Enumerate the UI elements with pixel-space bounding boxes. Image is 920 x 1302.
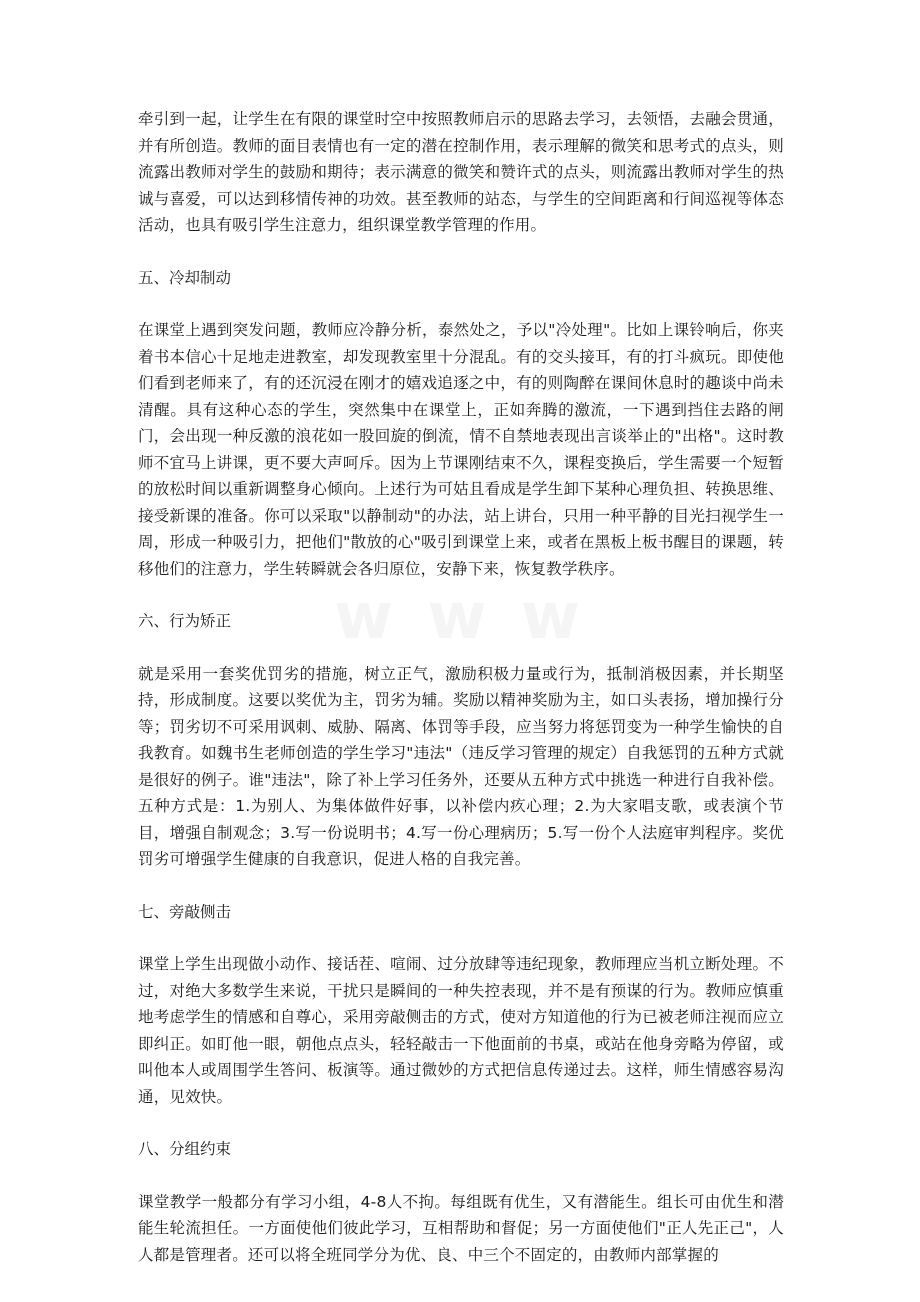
paragraph-section-8: 课堂教学一般都分有学习小组，4-8人不拘。每组既有优生，又有潜能生。组长可由优生和潜能生轮流担任。一方面使他们彼此学习，互相帮助和督促；另一方面使他们"正人先正己"，人人都是管理者。还可以将全班同学分为优、良、中三个不固定的，由教师内部掌握的 <box>138 1192 784 1264</box>
document-body <box>138 106 784 1268</box>
section-heading-7: 七、旁敲侧击 <box>138 902 232 921</box>
section-heading-8: 八、分组约束 <box>138 1140 232 1158</box>
paragraph-section-6: 就是采用一套奖优罚劣的措施，树立正气，激励积极力量或行为，抵制消极因素，并长期坚持，形成制度。这要以奖优为主，罚劣为辅。奖励以精神奖励为主，如口头表扬，增加操行分等；罚劣切不可采用讽刺、威胁、隔离、体罚等手段，应当努力将惩罚变为一种学生愉快的自我教育。如魏书生老师创造的学生学习"违法"（违反学习管理的规定）自我惩罚的五种方式就是很好的例子。谁"违法"，除了补上学习任务外，还要从五种方式中挑选一种进行自我补偿。五种方式是：1.为别人、为集体做件好事，以补偿内疚心理；2.为大家唱支歌，或表演个节目，增强自制观念；3.写一份说明书；4.写一份心理病历；5.写一份个人法庭审判程序。奖优罚劣可增强学生健康的自我意识，促进人格的自我完善。 <box>138 664 784 868</box>
section-heading-6: 六、行为矫正 <box>138 612 232 630</box>
paragraph-intro: 牵引到一起，让学生在有限的课堂时空中按照教师启示的思路去学习，去领悟，去融会贯通，并有所创造。教师的面目表情也有一定的潜在控制作用，表示理解的微笑和思考式的点头，则流露出教师对学生的鼓励和期待；表示满意的微笑和赞许式的点头，则流露出教师对学生的热诚与喜爱，可以达到移情传神的功效。甚至教师的站态，与学生的空间距离和行间巡视等体态活动，也具有吸引学生注意力，组织课堂教学管理的作用。 <box>138 110 784 234</box>
paragraph-section-7: 课堂上学生出现做小动作、接话茬、喧闹、过分放肆等违纪现象，教师理应当机立断处理。不过，对绝大多数学生来说，干扰只是瞬间的一种失控表现，并不是有预谋的行为。教师应慎重地考虑学生的情感和自尊心，采用旁敲侧击的方式，使对方知道他的行为已被老师注视而应立即纠正。如盯他一眼，朝他点点头，轻轻敲击一下他面前的书桌，或站在他身旁略为停留，或叫他本人或周围学生答问、板演等。通过微妙的方式把信息传递过去。这样，师生情感容易沟通，见效快。 <box>138 955 784 1106</box>
paragraph-section-5: 在课堂上遇到突发问题，教师应冷静分析，泰然处之，予以"冷处理"。比如上课铃响后，你夹着书本信心十足地走进教室，却发现教室里十分混乱。有的交头接耳，有的打斗疯玩。即使他们看到老师来了，有的还沉浸在刚才的嬉戏追逐之中，有的则陶醉在课间休息时的趣谈中尚未清醒。具有这种心态的学生，突然集中在课堂上，正如奔腾的激流，一下遇到挡住去路的闸门，会出现一种反激的浪花如一股回旋的倒流，情不自禁地表现出言谈举止的"出格"。这时教师不宜马上讲课，更不要大声呵斥。因为上节课刚结束不久，课程变换后，学生需要一个短暂的放松时间以重新调整身心倾向。上述行为可姑且看成是学生卸下某种心理负担、转换思维、接受新课的准备。你可以采取"以静制动"的办法，站上讲台，只用一种平静的目光扫视学生一周，形成一种吸引力，把他们"散放的心"吸引到课堂上来，或者在黑板上板书醒目的课题，转移他们的注意力，学生转瞬就会各归原位，安静下来，恢复教学秩序。 <box>138 321 784 578</box>
section-heading-5: 五、冷却制动 <box>138 268 232 287</box>
